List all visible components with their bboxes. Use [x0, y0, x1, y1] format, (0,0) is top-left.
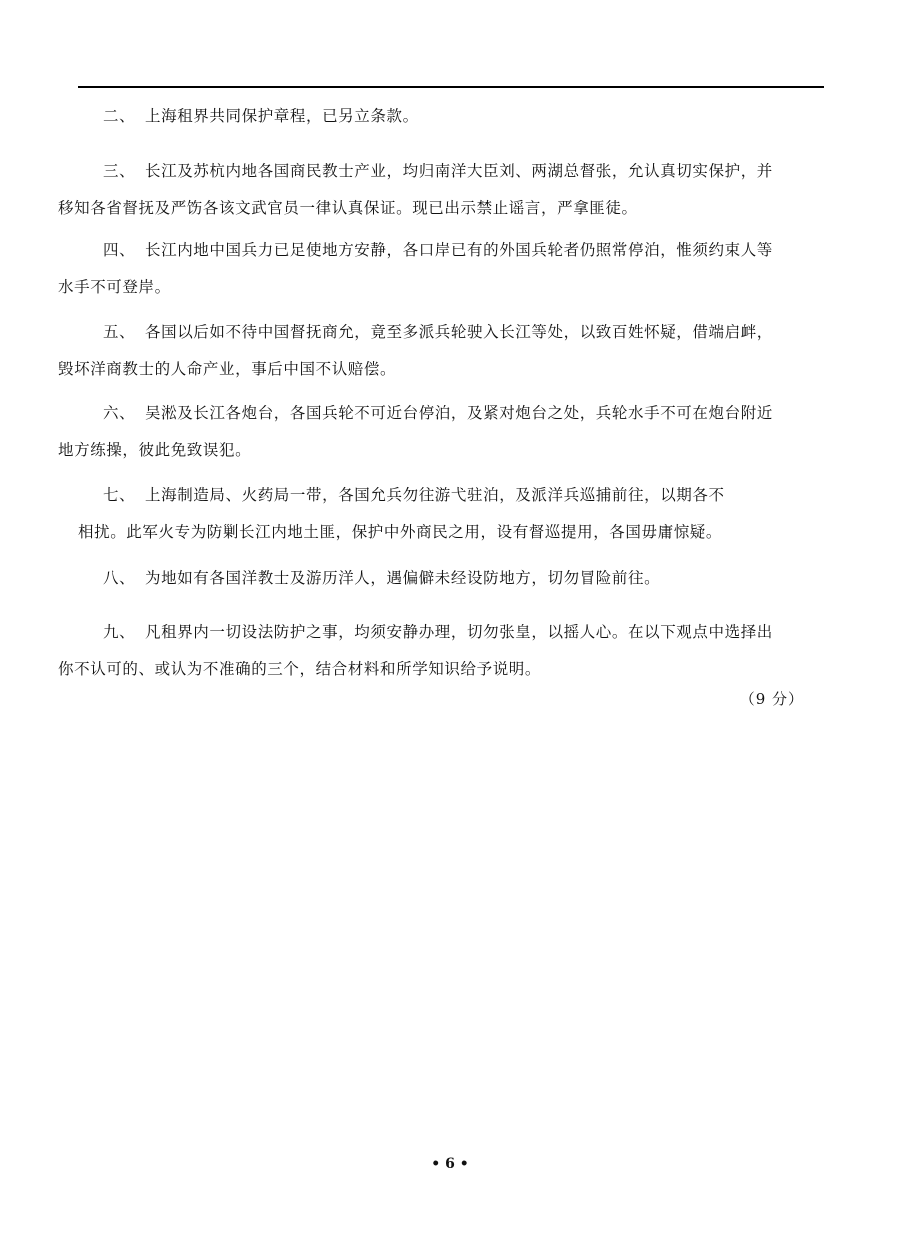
item-number: 三、: [103, 162, 136, 180]
item-8: [58, 560, 818, 597]
item-text: 移知各省督抚及严饬各该文武官员一律认真保证。现已出示禁止谣言，严拿匪徒。: [58, 199, 638, 217]
item-number: 八、: [103, 569, 136, 587]
item-number: 二、: [103, 107, 136, 125]
item-9: [58, 614, 818, 688]
item-line-continued: [58, 351, 818, 388]
item-text: 长江及苏杭内地各国商民教士产业，均归南洋大臣刘、两湖总督张，允认真切实保护，并: [145, 162, 773, 180]
item-number: 六、: [103, 404, 136, 422]
item-5: [58, 314, 818, 388]
item-line-continued: [58, 514, 818, 551]
item-text: 吴淞及长江各炮台，各国兵轮不可近台停泊，及紧对炮台之处，兵轮水手不可在炮台附近: [145, 404, 773, 422]
item-text: 上海制造局、火药局一带，各国允兵勿往游弋驻泊，及派洋兵巡捕前往，以期各不: [145, 486, 725, 504]
item-line: [58, 614, 818, 651]
item-line: [58, 232, 818, 269]
header-rule: [78, 86, 824, 88]
item-line-continued: [58, 190, 818, 227]
item-number: 五、: [103, 323, 136, 341]
item-line: [58, 98, 818, 135]
item-3: [58, 153, 818, 227]
page-number: • 6 •: [431, 1156, 469, 1172]
item-6: [58, 395, 818, 469]
item-2: [58, 98, 818, 135]
item-4: [58, 232, 818, 306]
item-line-continued: [58, 269, 818, 306]
item-text: 为地如有各国洋教士及游历洋人，遇偏僻未经设防地方，切勿冒险前往。: [145, 569, 661, 587]
item-number: 九、: [103, 623, 136, 641]
item-text: 长江内地中国兵力已足使地方安静，各口岸已有的外国兵轮者仍照常停泊，惟须约束人等: [145, 241, 773, 259]
item-text: 相扰。此军火专为防剿长江内地土匪，保护中外商民之用，设有督巡提用，各国毋庸惊疑。: [78, 523, 723, 541]
item-line: [58, 477, 818, 514]
item-text: 地方练操，彼此免致误犯。: [58, 441, 252, 459]
item-text: 各国以后如不待中国督抚商允，竟至多派兵轮驶入长江等处，以致百姓怀疑，借端启衅，: [145, 323, 773, 341]
score-label: （9 分）: [739, 690, 804, 708]
item-text: 你不认可的、或认为不准确的三个，结合材料和所学知识给予说明。: [58, 660, 542, 678]
item-line-continued: [58, 432, 818, 469]
item-line-continued: [58, 651, 818, 688]
item-number: 四、: [103, 241, 136, 259]
item-line: [58, 395, 818, 432]
item-line: [58, 153, 818, 190]
item-line: [58, 314, 818, 351]
item-text: 凡租界内一切设法防护之事，均须安静办理，切勿张皇，以摇人心。在以下观点中选择出: [145, 623, 773, 641]
item-7: [58, 477, 818, 551]
item-text: 毁坏洋商教士的人命产业，事后中国不认赔偿。: [58, 360, 397, 378]
item-text: 水手不可登岸。: [58, 278, 171, 296]
item-line: [58, 560, 818, 597]
item-text: 上海租界共同保护章程，已另立条款。: [145, 107, 419, 125]
item-number: 七、: [103, 486, 136, 504]
